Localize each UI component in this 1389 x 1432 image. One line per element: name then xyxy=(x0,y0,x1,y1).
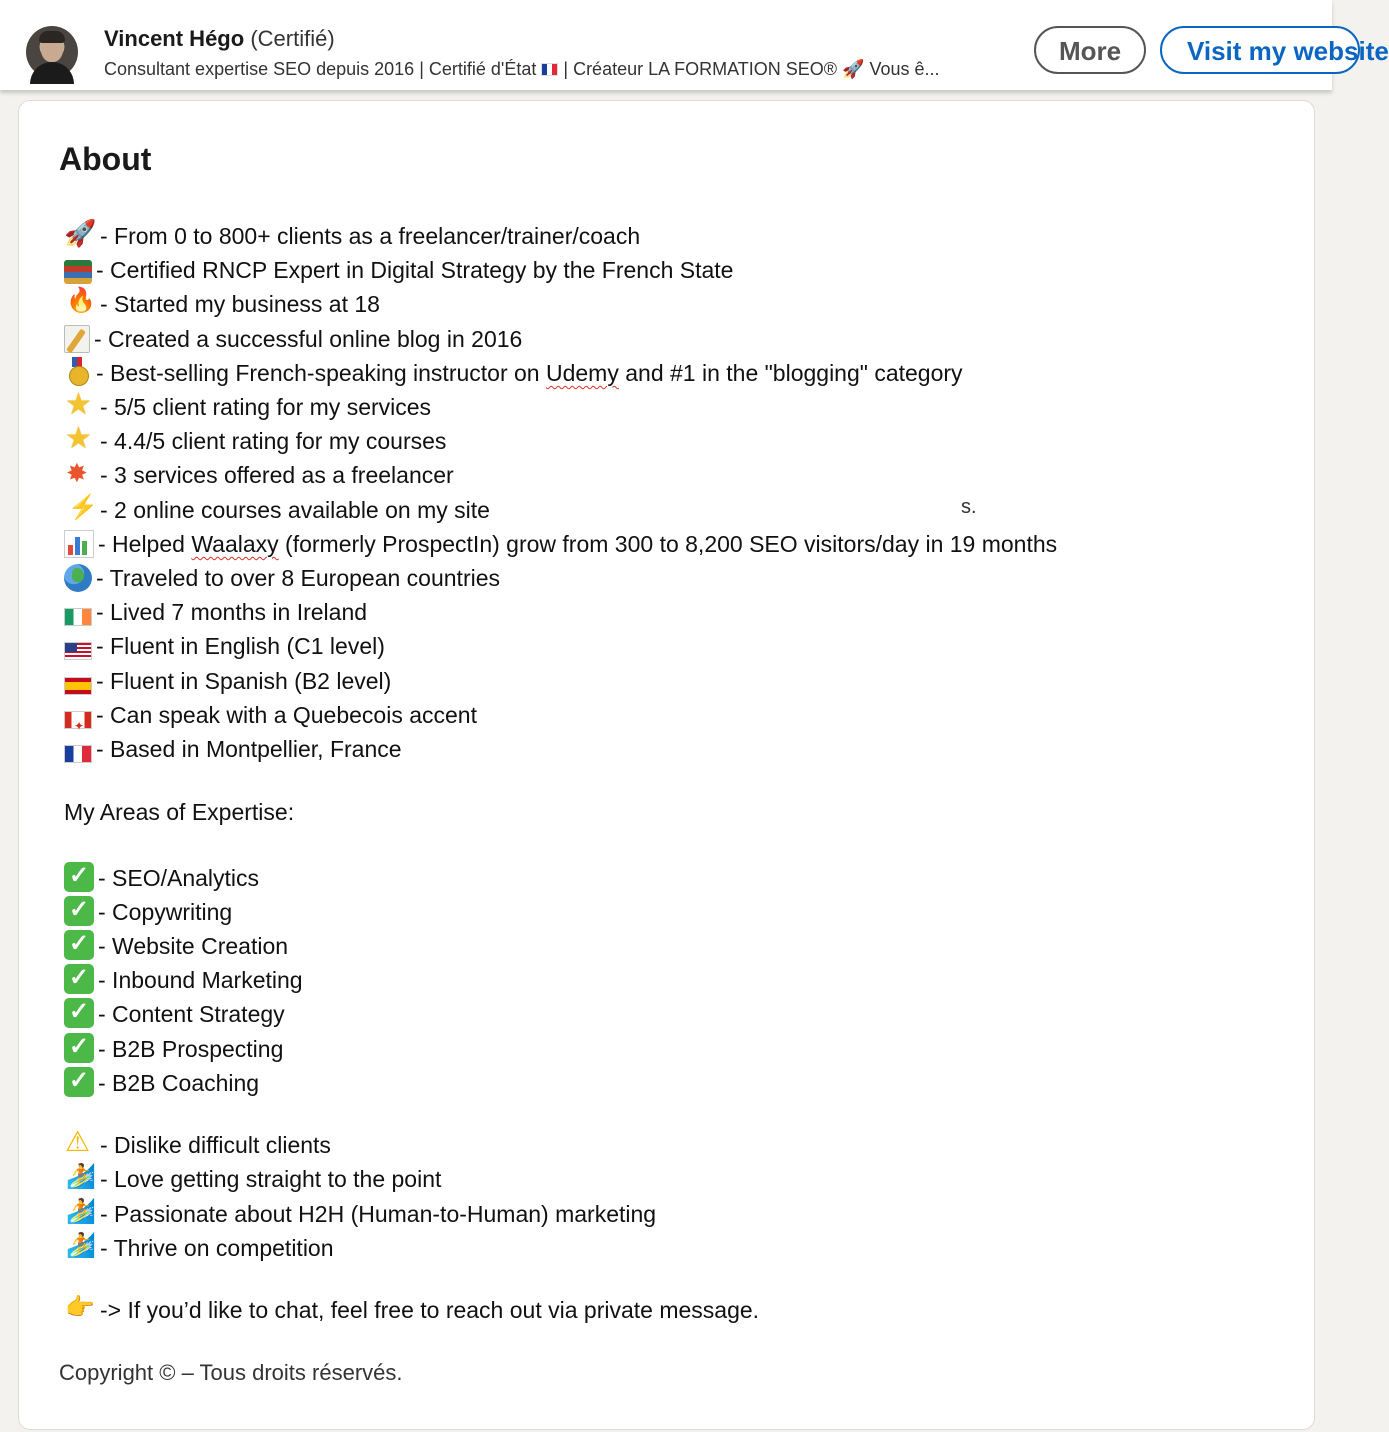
surfer-icon xyxy=(64,1198,96,1228)
highlight-text: - From 0 to 800+ clients as a freelancer/trainer/coach xyxy=(100,223,641,249)
expertise-item xyxy=(64,929,288,963)
star-icon xyxy=(64,425,96,455)
highlight-text: - Created a successful online blog in 2016 xyxy=(94,325,523,352)
highlight-text: - 5/5 client rating for my services xyxy=(100,394,432,420)
about-card xyxy=(18,100,1315,1430)
sticky-profile-header xyxy=(0,0,1389,90)
warning-icon xyxy=(64,1129,96,1159)
highlight-item xyxy=(64,219,640,253)
check-icon xyxy=(64,964,94,994)
cta-text: -> If you’d like to chat, feel free to reach out via private message. xyxy=(100,1297,760,1323)
lightning-icon xyxy=(64,494,96,524)
visit-website-button[interactable]: Visit my website xyxy=(1160,26,1360,74)
highlight-text: - 2 online courses available on my site xyxy=(100,496,490,523)
expertise-heading: My Areas of Expertise: xyxy=(64,799,295,825)
trait-item xyxy=(64,1162,441,1196)
trait-text: - Thrive on competition xyxy=(100,1234,334,1261)
collision-icon xyxy=(64,459,96,489)
france-flag-icon xyxy=(541,63,558,76)
misspelled-word: Waalaxy xyxy=(191,530,279,557)
highlight-item xyxy=(64,527,1057,561)
fire-icon xyxy=(64,288,96,318)
more-button[interactable]: More xyxy=(1034,26,1146,74)
highlight-item xyxy=(64,629,385,663)
surfer-icon xyxy=(64,1232,96,1262)
highlight-text: - Can speak with a Quebecois accent xyxy=(96,701,477,728)
bar-chart-icon xyxy=(64,530,94,558)
trait-text: - Love getting straight to the point xyxy=(100,1166,442,1193)
highlight-text: - 3 services offered as a freelancer xyxy=(100,462,454,489)
memo-icon xyxy=(64,325,90,353)
expertise-item xyxy=(64,861,259,895)
cta-line xyxy=(64,1293,759,1327)
highlight-text: - Lived 7 months in Ireland xyxy=(96,599,368,626)
highlight-item xyxy=(64,493,490,527)
trait-item xyxy=(64,1128,331,1162)
highlight-text: - Fluent in Spanish (B2 level) xyxy=(96,667,392,694)
books-icon xyxy=(64,260,92,284)
pointing-hand-icon xyxy=(64,1294,96,1324)
surfer-icon xyxy=(64,1163,96,1193)
highlight-item xyxy=(64,253,733,287)
trait-text: - Dislike difficult clients xyxy=(100,1132,331,1158)
expertise-item xyxy=(64,1032,283,1066)
check-icon xyxy=(64,1067,94,1097)
expertise-text: - Copywriting xyxy=(98,899,233,926)
highlight-item xyxy=(64,287,380,321)
expertise-text: - B2B Prospecting xyxy=(98,1035,284,1062)
profile-name[interactable] xyxy=(104,26,335,52)
expertise-text: - B2B Coaching xyxy=(98,1069,260,1096)
about-heading: About xyxy=(59,141,152,177)
misspelled-word: Udemy xyxy=(545,359,619,386)
trait-item xyxy=(64,1231,334,1265)
france-flag-icon xyxy=(64,745,92,763)
rocket-icon xyxy=(64,220,96,250)
ireland-flag-icon xyxy=(64,608,92,626)
expertise-item xyxy=(64,963,303,997)
highlight-item xyxy=(64,390,431,424)
spain-flag-icon xyxy=(64,677,92,695)
globe-icon xyxy=(64,564,92,592)
highlight-text: - Helped xyxy=(98,530,192,557)
expertise-item xyxy=(64,997,285,1031)
highlight-item xyxy=(64,732,402,766)
stray-text: s. xyxy=(961,496,977,518)
certification-label: (Certifié) xyxy=(250,26,335,51)
expertise-item xyxy=(64,895,232,929)
highlight-text: - Started my business at 18 xyxy=(100,291,380,318)
highlight-item xyxy=(64,561,500,595)
highlight-text: - Best-selling French-speaking instructor on xyxy=(96,359,546,386)
expertise-text: - Inbound Marketing xyxy=(98,967,303,994)
trait-text: - Passionate about H2H (Human-to-Human) marketing xyxy=(100,1200,657,1227)
profile-headline xyxy=(104,59,1034,80)
canada-flag-icon xyxy=(64,711,92,729)
expertise-item xyxy=(64,1066,259,1100)
expertise-text: - SEO/Analytics xyxy=(98,865,260,891)
highlight-item xyxy=(64,356,963,390)
highlight-text: - 4.4/5 client rating for my courses xyxy=(100,428,447,455)
check-icon xyxy=(64,896,94,926)
check-icon xyxy=(64,930,94,960)
star-icon xyxy=(64,391,96,421)
highlight-item xyxy=(64,424,446,458)
expertise-text: - Content Strategy xyxy=(98,1001,285,1028)
highlight-text: (formerly ProspectIn) grow from 300 to 8,200 SEO visitors/day in 19 months xyxy=(278,530,1058,557)
avatar[interactable] xyxy=(26,26,78,78)
highlight-text: - Fluent in English (C1 level) xyxy=(96,633,385,660)
highlight-text: and #1 in the "blogging" category xyxy=(618,359,963,386)
expertise-text: - Website Creation xyxy=(98,933,289,960)
headline-text-start: Consultant expertise SEO depuis 2016 | Certifié d'État xyxy=(104,59,537,79)
highlight-item xyxy=(64,664,391,698)
medal-icon xyxy=(64,357,92,387)
highlight-item xyxy=(64,595,367,629)
highlight-text: - Based in Montpellier, France xyxy=(96,736,402,762)
check-icon xyxy=(64,862,94,892)
copyright-text: Copyright © – Tous droits réservés. xyxy=(59,1360,403,1385)
check-icon xyxy=(64,998,94,1028)
highlight-text: - Traveled to over 8 European countries xyxy=(96,565,501,591)
highlight-item xyxy=(64,458,454,492)
profile-name-text[interactable]: Vincent Hégo xyxy=(104,26,245,51)
highlight-item xyxy=(64,698,477,732)
headline-text-end: | Créateur LA FORMATION SEO® 🚀 Vous ê... xyxy=(563,59,940,79)
trait-item xyxy=(64,1197,656,1231)
check-icon xyxy=(64,1033,94,1063)
highlight-text: - Certified RNCP Expert in Digital Strategy by the French State xyxy=(96,257,734,284)
highlight-item xyxy=(64,322,522,356)
us-flag-icon xyxy=(64,642,92,660)
